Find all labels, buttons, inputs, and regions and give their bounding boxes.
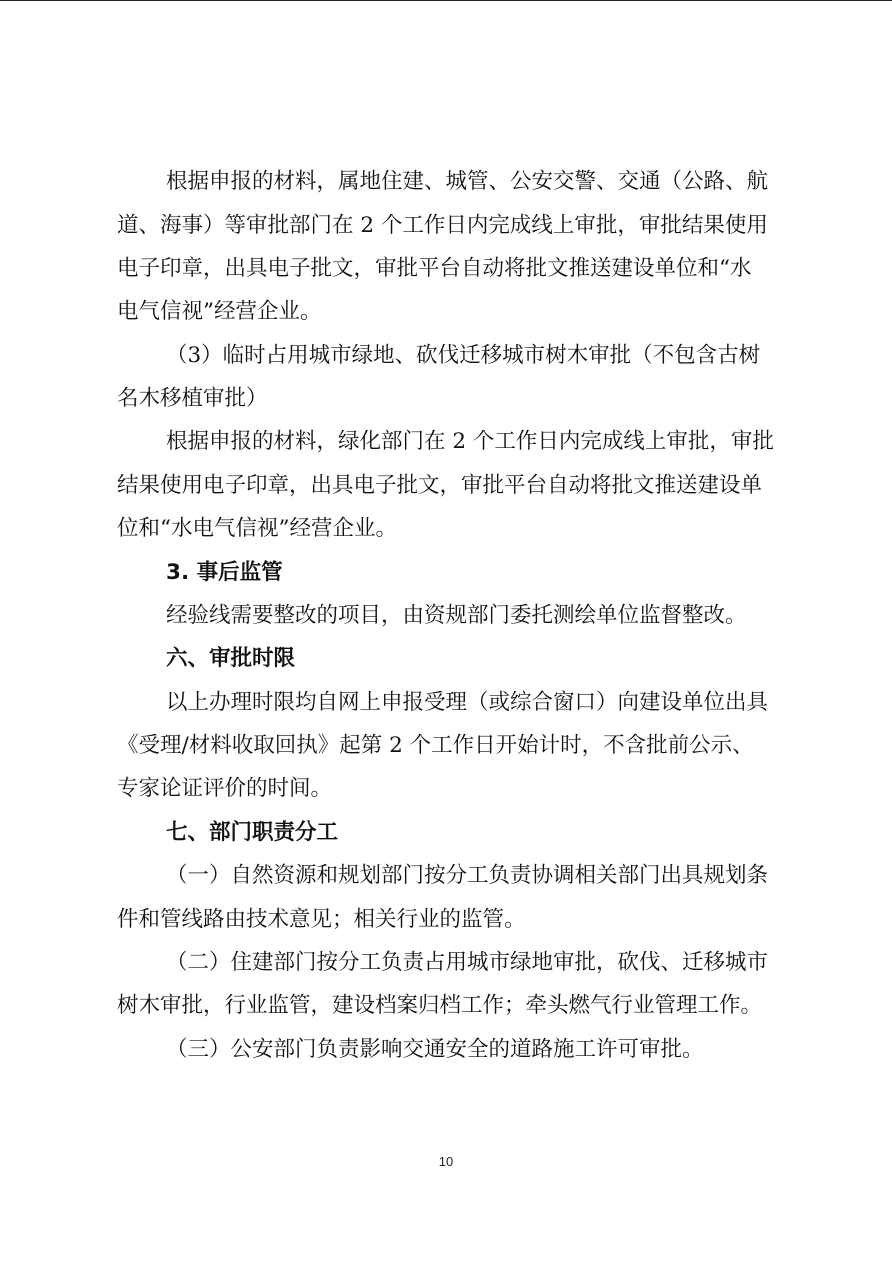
para-2-line-3: 位和“水电气信视”经营企业。 [117, 516, 397, 541]
page-number: 10 [438, 1154, 454, 1169]
para-5-line-1: （一）自然资源和规划部门按分工负责协调相关部门出具规划条 [166, 863, 769, 888]
para-4-line-3: 专家论证评价的时间。 [117, 776, 333, 801]
para-7-line-1: （三）公安部门负责影响交通安全的道路施工许可审批。 [166, 1037, 704, 1062]
para-4-line-2: 《受理/材料收取回执》起第 2 个工作日开始计时，不含批前公示、 [117, 733, 754, 758]
para-5-line-2: 件和管线路由技术意见；相关行业的监管。 [117, 907, 526, 932]
section-heading-approval-time-limit: 六、审批时限 [166, 646, 296, 671]
section-heading-post-supervision: 3. 事后监管 [166, 560, 283, 585]
para-6-line-1: （二）住建部门按分工负责占用城市绿地审批，砍伐、迁移城市 [166, 950, 769, 975]
para-1-line-4: 电气信视”经营企业。 [117, 299, 322, 324]
para-6-line-2: 树木审批，行业监管，建设档案归档工作；牵头燃气行业管理工作。 [117, 993, 763, 1018]
subheading-3-line-1: （3）临时占用城市绿地、砍伐迁移城市树木审批（不包含古树 [166, 343, 761, 368]
para-2-line-2: 结果使用电子印章，出具电子批文，审批平台自动将批文推送建设单 [117, 473, 763, 498]
subheading-3-line-2: 名木移植审批） [117, 386, 268, 411]
para-3-line-1: 经验线需要整改的项目，由资规部门委托测绘单位监督整改。 [166, 603, 747, 628]
para-1-line-1: 根据申报的材料，属地住建、城管、公安交警、交通（公路、航 [166, 169, 769, 194]
para-2-line-1: 根据申报的材料，绿化部门在 2 个工作日内完成线上审批，审批 [166, 429, 774, 454]
para-4-line-1: 以上办理时限均自网上申报受理（或综合窗口）向建设单位出具 [166, 690, 769, 715]
section-heading-department-duties: 七、部门职责分工 [166, 820, 339, 845]
para-1-line-3: 电子印章，出具电子批文，审批平台自动将批文推送建设单位和“水 [117, 256, 752, 281]
para-1-line-2: 道、海事）等审批部门在 2 个工作日内完成线上审批，审批结果使用 [117, 213, 768, 238]
